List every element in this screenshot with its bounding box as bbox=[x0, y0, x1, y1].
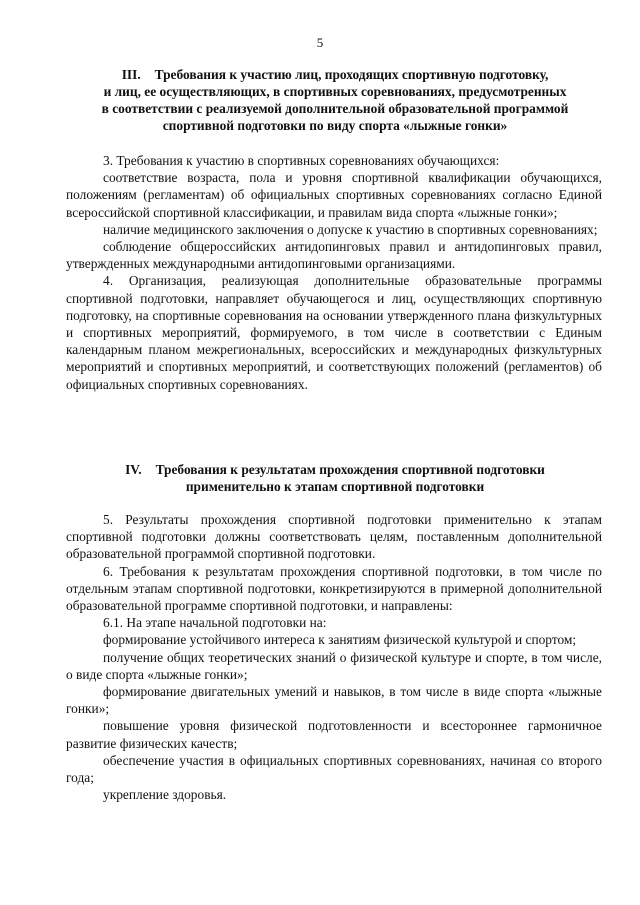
list-item: укрепление здоровья. bbox=[103, 787, 227, 803]
page-number: 5 bbox=[316, 35, 324, 50]
paragraph: соблюдение общероссийских антидопинговых правил и антидопинговых правил, утвержденных международными антидопинговыми организациями. bbox=[66, 239, 602, 272]
paragraph: 6. Требования к результатам прохождения спортивной подготовки, в том числе по отдельным этапам спортивной подготовки, конкретизируются в примерной дополнительной образовательной программе спортивной подготовки, и направлены: bbox=[66, 563, 602, 614]
list-item: получение общих теоретических знаний о физической культуре и спорте, в том числе, о виде спорта «лыжные гонки»; bbox=[66, 649, 602, 682]
section-3-title-line-2: и лиц, ее осуществляющих, в спортивных соревнованиях, предусмотренных bbox=[103, 84, 567, 99]
section-4-title-line-1: Требования к результатам прохождения спортивной подготовки bbox=[155, 462, 545, 477]
paragraph: 3. Требования к участию в спортивных соревнованиях обучающихся: bbox=[103, 153, 500, 168]
section-3-numeral: III. bbox=[121, 67, 141, 82]
paragraph: 5. Результаты прохождения спортивной подготовки применительно к этапам спортивной подготовки должны соответствовать целям, поставленным дополнительной образовательной программой спортивной подготовки. bbox=[66, 512, 602, 562]
section-3-heading-line-1 bbox=[70, 66, 600, 83]
paragraph: наличие медицинского заключения о допуске к участию в спортивных соревнованиях; bbox=[103, 221, 598, 237]
section-3-heading bbox=[70, 66, 600, 134]
section-3-title-line-1: Требования к участию лиц, проходящих спортивную подготовку, bbox=[154, 67, 549, 82]
section-4-heading-line-1 bbox=[70, 461, 600, 478]
section-4-numeral: IV. bbox=[125, 462, 142, 477]
paragraph: 4. Организация, реализующая дополнительные образовательные программы спортивной подготовки, направляет обучающегося и лиц, осуществляющих спортивную подготовку, на спортивные соревнования на основании утвержденного плана физкультурных и спортивных мероприятий, формируемого, в том числе в соответствии с Единым календарным планом межрегиональных, всероссийских и международных физкультурных мероприятий и спортивных мероприятий, и соответствующих положений (регламентов) об официальных спортивных соревнованиях. bbox=[66, 273, 602, 392]
list-item: повышение уровня физической подготовленности и всестороннее гармоничное развитие физических качеств; bbox=[66, 718, 602, 751]
list-item: формирование устойчивого интереса к занятиям физической культурой и спортом; bbox=[103, 632, 577, 648]
section-4-heading bbox=[70, 461, 600, 495]
section-4-title-line-2: применительно к этапам спортивной подготовки bbox=[185, 479, 485, 494]
section-3-body bbox=[66, 152, 602, 393]
section-3-title-line-3: в соответствии с реализуемой дополнительной образовательной программой bbox=[101, 101, 569, 116]
paragraph: соответствие возраста, пола и уровня спортивной квалификации обучающихся, положениям (регламентам) об официальных спортивных соревнованиях согласно Единой всероссийской спортивной классификации, и правилам вида спорта «лыжные гонки»; bbox=[66, 170, 602, 220]
paragraph: 6.1. На этапе начальной подготовки на: bbox=[103, 615, 327, 631]
list-item: формирование двигательных умений и навыков, в том числе в виде спорта «лыжные гонки»; bbox=[66, 684, 602, 717]
section-4-body bbox=[66, 511, 602, 803]
list-item: обеспечение участия в официальных спортивных соревнованиях, начиная со второго года; bbox=[66, 752, 602, 786]
section-3-title-line-4: спортивной подготовки по виду спорта «лыжные гонки» bbox=[162, 118, 508, 133]
